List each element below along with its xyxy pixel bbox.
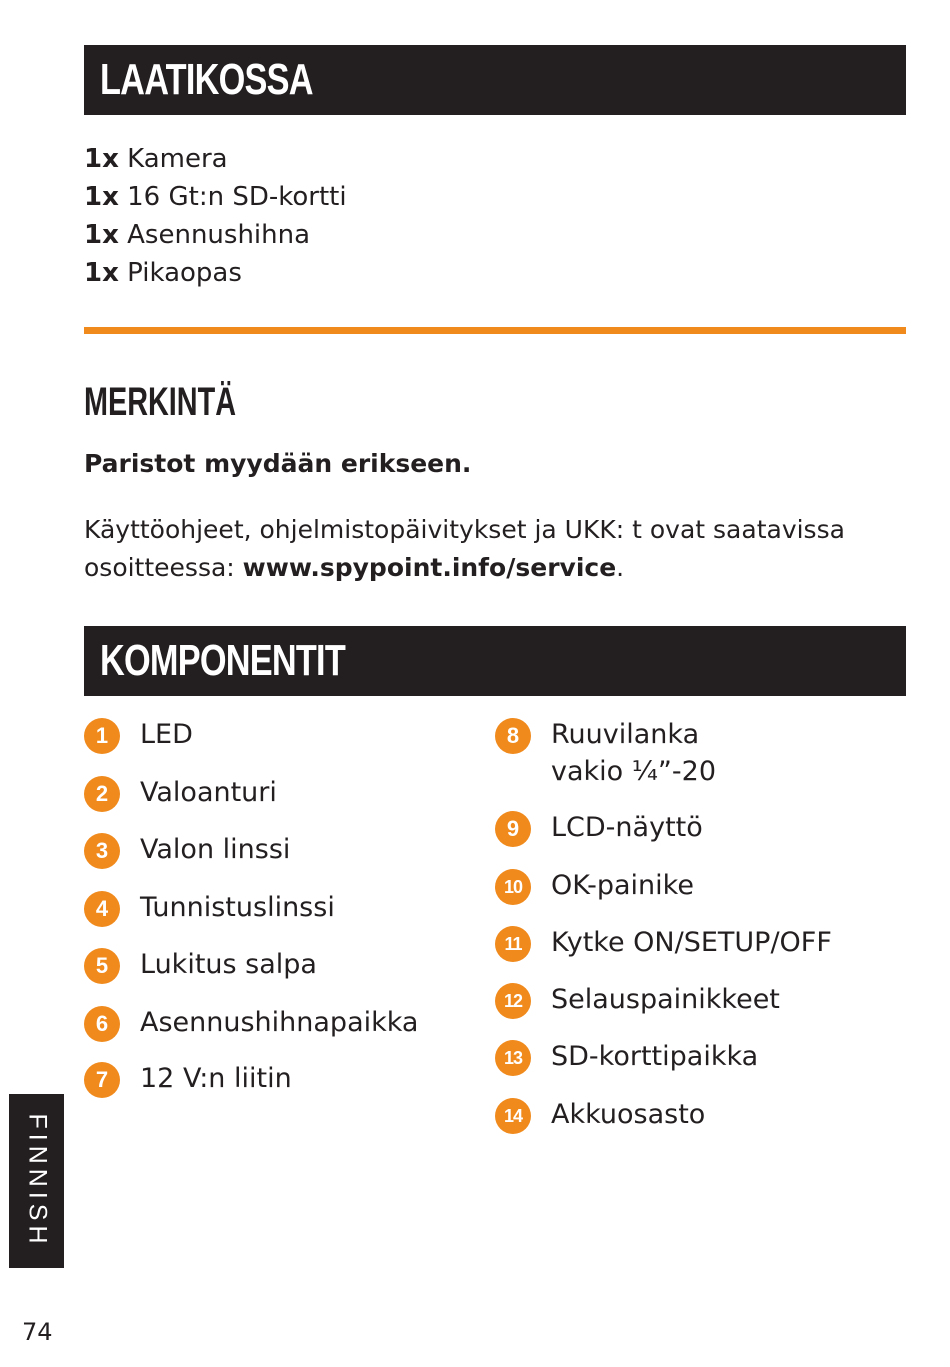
component-label: Kytke ON/SETUP/OFF	[551, 927, 832, 958]
component-label: Tunnistuslinssi	[140, 892, 335, 923]
number-badge: 6	[84, 1006, 120, 1042]
component-label: Valoanturi	[140, 777, 277, 808]
item-label: 16 Gt:n SD-kortti	[127, 182, 347, 212]
note-heading	[84, 378, 295, 426]
number-badge: 2	[84, 776, 120, 812]
component-label: LCD-näyttö	[551, 812, 703, 843]
item-label: Kamera	[127, 144, 228, 174]
item-quantity: 1x	[84, 182, 119, 212]
item-quantity: 1x	[84, 144, 119, 174]
list-item	[84, 140, 347, 178]
component-label: Akkuosasto	[551, 1099, 706, 1130]
components-heading	[84, 626, 906, 696]
note-heading-text: MERKINTÄ	[84, 380, 236, 424]
list-item	[84, 178, 347, 216]
in-box-list	[84, 140, 347, 292]
number-badge: 7	[84, 1062, 120, 1098]
list-item	[84, 254, 347, 292]
components-heading-text: KOMPONENTIT	[100, 636, 346, 685]
number-badge: 13	[495, 1040, 531, 1076]
language-tab	[9, 1094, 64, 1268]
section-divider	[84, 327, 906, 334]
batteries-note: Paristot myydään erikseen.	[84, 449, 472, 478]
service-link[interactable]: www.spypoint.info/service	[242, 553, 617, 582]
number-badge: 1	[84, 718, 120, 754]
language-tab-label: FINNISH	[23, 1113, 51, 1249]
page-number: 74	[22, 1318, 53, 1346]
service-note-end: .	[616, 553, 625, 582]
component-label-line1: Ruuvilanka	[551, 719, 700, 750]
component-label: Selauspainikkeet	[551, 984, 780, 1015]
number-badge: 11	[495, 926, 531, 962]
number-badge: 9	[495, 811, 531, 847]
component-label	[551, 716, 716, 790]
component-label: 12 V:n liitin	[140, 1063, 292, 1094]
item-label: Pikaopas	[127, 258, 242, 288]
number-badge: 5	[84, 948, 120, 984]
component-label: LED	[140, 719, 193, 750]
in-box-heading	[84, 45, 906, 115]
item-quantity: 1x	[84, 258, 119, 288]
item-quantity: 1x	[84, 220, 119, 250]
component-label: OK-painike	[551, 870, 694, 901]
number-badge: 8	[495, 718, 531, 754]
number-badge: 10	[495, 869, 531, 905]
component-label: SD-korttipaikka	[551, 1041, 759, 1072]
service-note-text: Käyttöohjeet, ohjelmistopäivitykset ja UKK: t ovat saatavissa osoitteessa:	[84, 515, 845, 582]
component-label: Lukitus salpa	[140, 949, 317, 980]
in-box-heading-text: LAATIKOSSA	[100, 55, 313, 104]
component-label: Valon linssi	[140, 834, 291, 865]
number-badge: 4	[84, 891, 120, 927]
component-label-line2: vakio ¼”-20	[551, 756, 717, 787]
item-label: Asennushihna	[127, 220, 311, 250]
service-note	[84, 511, 914, 587]
number-badge: 12	[495, 983, 531, 1019]
list-item	[84, 216, 347, 254]
number-badge: 3	[84, 833, 120, 869]
number-badge: 14	[495, 1098, 531, 1134]
component-label: Asennushihnapaikka	[140, 1007, 419, 1038]
